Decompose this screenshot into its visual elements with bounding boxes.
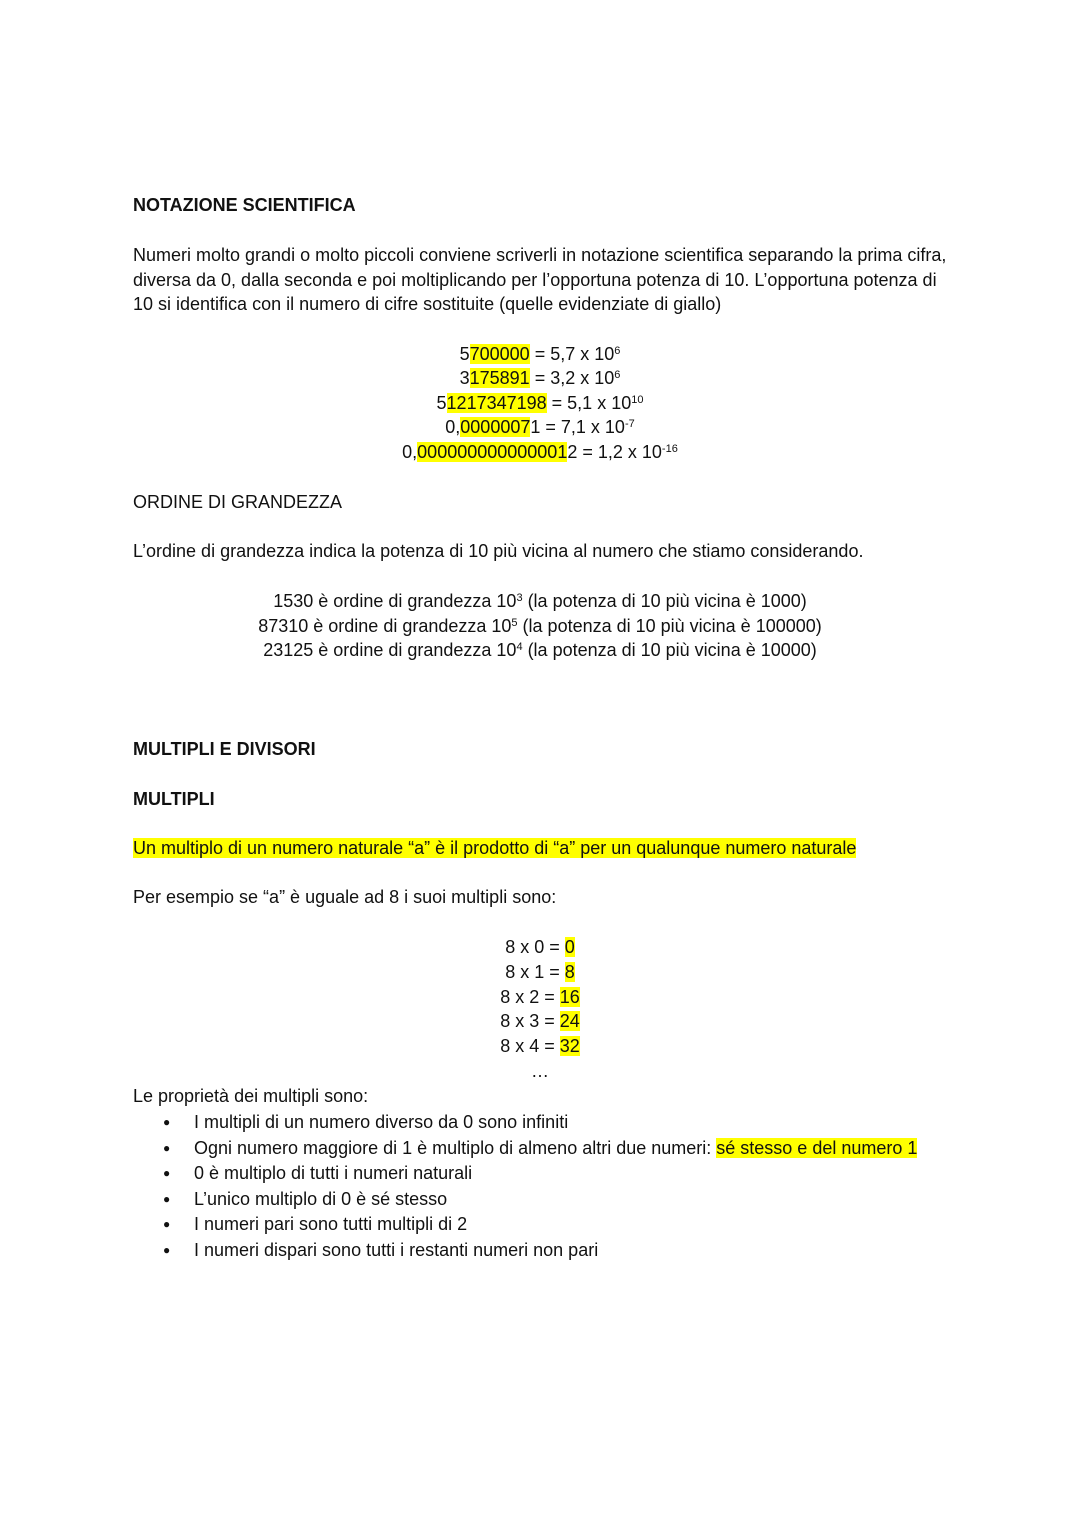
- ordine-example: 23125 è ordine di grandezza $10^4$ (la potenza di 10 più vicina è 10000): [263, 640, 817, 660]
- subsection-title-multipli: MULTIPLI: [133, 789, 215, 809]
- list-item: ● L’unico multiplo di 0 è sé stesso: [133, 1187, 1013, 1213]
- multipli-row: 8 x 3 = 24: [500, 1011, 580, 1031]
- notazione-example: 3175891 = 3,2 x $10^6$: [459, 368, 621, 388]
- list-item: ● I numeri dispari sono tutti i restanti numeri non pari: [133, 1238, 1013, 1264]
- ordine-example: 1530 è ordine di grandezza $10^3$ (la potenza di 10 più vicina è 1000): [273, 591, 807, 611]
- notazione-example: 5700000 = 5,7 x $10^6$: [459, 344, 621, 364]
- multipli-ellipsis: …: [531, 1061, 549, 1081]
- multipli-row: 8 x 2 = 16: [500, 987, 580, 1007]
- multipli-row: 8 x 0 = 0: [505, 937, 575, 957]
- ordine-example: 87310 è ordine di grandezza $10^5$ (la potenza di 10 più vicina è 100000): [258, 616, 822, 636]
- multiplo-definition: Un multiplo di un numero naturale “a” è il prodotto di “a” per un qualunque numero naturale: [133, 838, 857, 858]
- notazione-example: 51217347198 = 5,1 x $10^{10}$: [436, 393, 644, 413]
- list-item: ● I multipli di un numero diverso da 0 sono infiniti: [133, 1110, 1013, 1136]
- multipli-row: 8 x 4 = 32: [500, 1036, 580, 1056]
- list-item: ● 0 è multiplo di tutti i numeri naturali: [133, 1161, 1013, 1187]
- properties-intro: Le proprietà dei multipli sono:: [133, 1086, 369, 1106]
- list-item: ● Ogni numero maggiore di 1 è multiplo di almeno altri due numeri: sé stesso e del numero 1: [133, 1136, 1013, 1162]
- section-title-multipli-divisori: MULTIPLI E DIVISORI: [133, 739, 316, 759]
- properties-list: [133, 1110, 1013, 1264]
- section-title-ordine: ORDINE DI GRANDEZZA: [133, 492, 343, 512]
- list-item: ● I numeri pari sono tutti multipli di 2: [133, 1212, 1013, 1238]
- multipli-example-intro: Per esempio se “a” è uguale ad 8 i suoi multipli sono:: [133, 887, 557, 907]
- multipli-row: 8 x 1 = 8: [505, 962, 575, 982]
- ordine-paragraph: L’ordine di grandezza indica la potenza di 10 più vicina al numero che stiamo considerando.: [133, 541, 864, 561]
- notazione-example: 0,0000000000000012 = 1,2 x $10^{-16}$: [402, 442, 678, 462]
- notazione-paragraph: Numeri molto grandi o molto piccoli conviene scriverli in notazione scientifica separando la prima cifra, diversa da 0, dalla seconda e poi moltiplicando per l’opportuna potenza di 10. L’opportuna potenza di 10 si identifica con il numero di cifre sostituite (quelle evidenziate di giallo): [133, 245, 947, 314]
- section-title-notazione: NOTAZIONE SCIENTIFICA: [133, 195, 356, 215]
- notazione-example: 0,00000071 = 7,1 x $10^{-7}$: [445, 417, 635, 437]
